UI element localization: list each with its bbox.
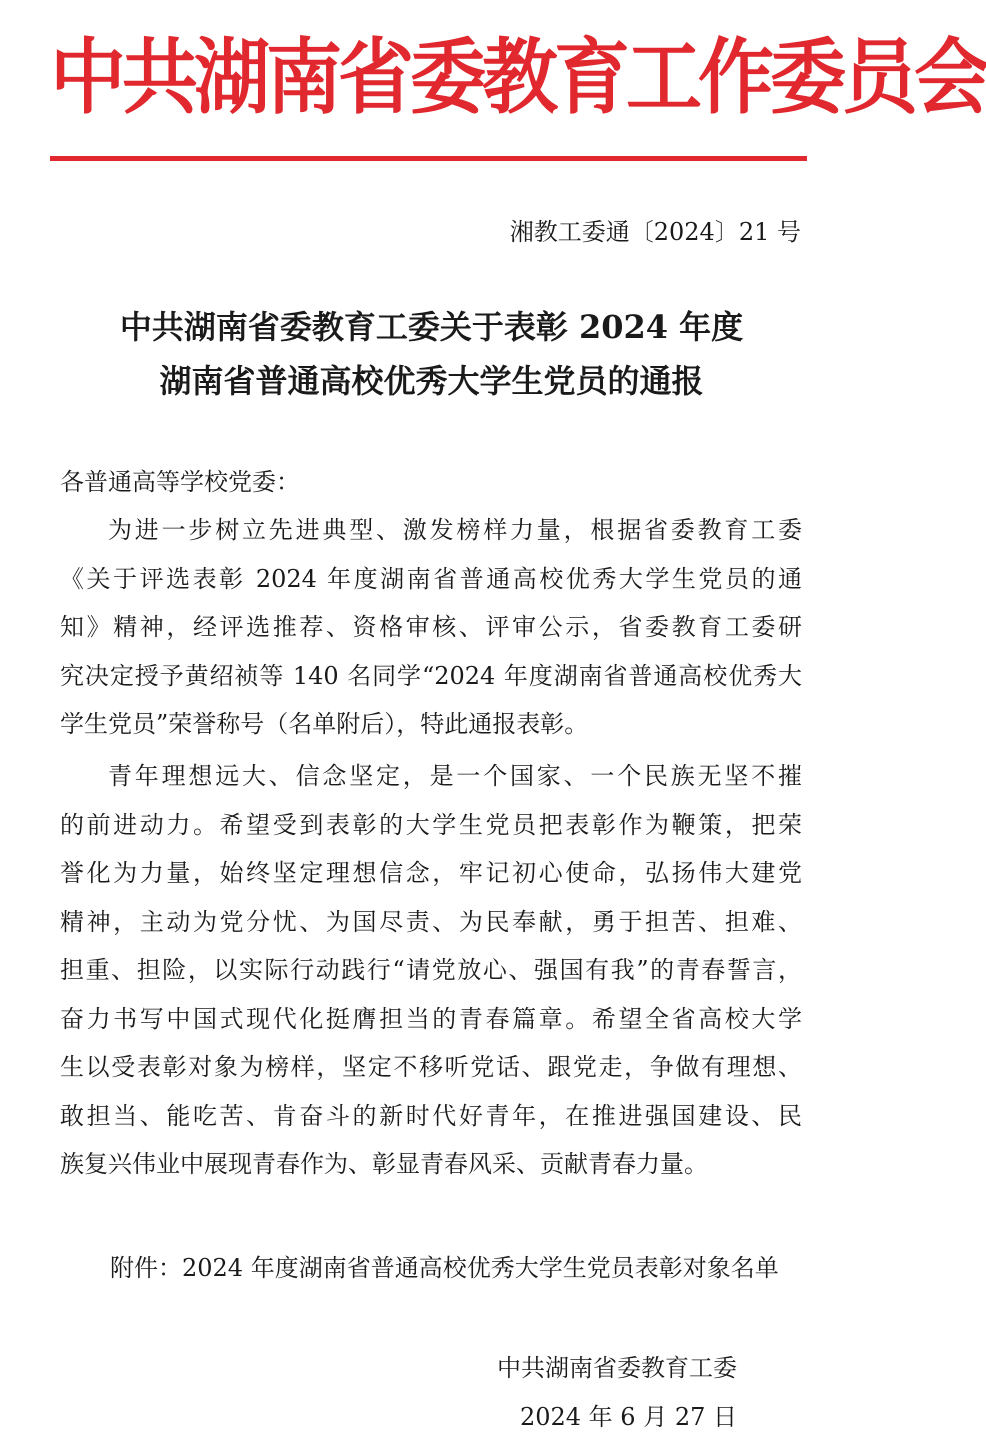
red-divider-line (50, 156, 807, 161)
document-title (0, 300, 863, 408)
paragraph-line: 敢担当、能吃苦、肯奋斗的新时代好青年，在推进强国建设、民 (60, 1101, 802, 1130)
paragraph-line: 生以受表彰对象为榜样，坚定不移听党话、跟党走，争做有理想、 (60, 1053, 802, 1081)
paragraph-line: 担重、担险，以实际行动践行“请党放心、强国有我”的青春誓言， (60, 956, 802, 984)
signature-org: 中共湖南省委教育工委 (497, 1354, 737, 1382)
paragraph-line: 学生党员”荣誉称号（名单附后），特此通报表彰。 (60, 710, 589, 738)
title-line-1: 中共湖南省委教育工委关于表彰 2024 年度 (119, 308, 744, 346)
paragraph-2 (60, 752, 802, 1189)
paragraph-line: 青年理想远大、信念坚定，是一个国家、一个民族无坚不摧 (108, 762, 802, 790)
paragraph-line: 奋力书写中国式现代化挺膺担当的青春篇章。希望全省高校大学 (60, 1004, 802, 1033)
document-number: 湘教工委通〔2024〕21 号 (509, 218, 801, 246)
signature-date: 2024 年 6 月 27 日 (519, 1403, 737, 1431)
paragraph-line: 的前进动力。希望受到表彰的大学生党员把表彰作为鞭策，把荣 (60, 810, 802, 839)
paragraph-line: 究决定授予黄绍祯等 140 名同学“2024 年度湖南省普通高校优秀大 (60, 661, 802, 690)
red-letterhead: 中共湖南省委教育工作委员会 (50, 28, 986, 125)
paragraph-line: 知》精神，经评选推荐、资格审核、评审公示，省委教育工委研 (60, 613, 802, 641)
paragraph-line: 精神，主动为党分忧、为国尽责、为民奉献，勇于担苦、担难、 (60, 907, 802, 936)
paragraph-line: 《关于评选表彰 2024 年度湖南省普通高校优秀大学生党员的通 (60, 564, 802, 593)
paragraph-1 (60, 506, 802, 749)
paragraph-line: 族复兴伟业中展现青春作为、彰显青春风采、贡献青春力量。 (60, 1150, 708, 1178)
paragraph-line: 为进一步树立先进典型、激发榜样力量，根据省委教育工委 (108, 516, 802, 544)
salutation: 各普通高等学校党委： (60, 468, 300, 496)
title-line-2: 湖南省普通高校优秀大学生党员的通报 (159, 362, 704, 400)
paragraph-line: 誉化为力量，始终坚定理想信念，牢记初心使命，弘扬伟大建党 (60, 859, 802, 887)
attachment-note: 附件：2024 年度湖南省普通高校优秀大学生党员表彰对象名单 (110, 1254, 779, 1282)
